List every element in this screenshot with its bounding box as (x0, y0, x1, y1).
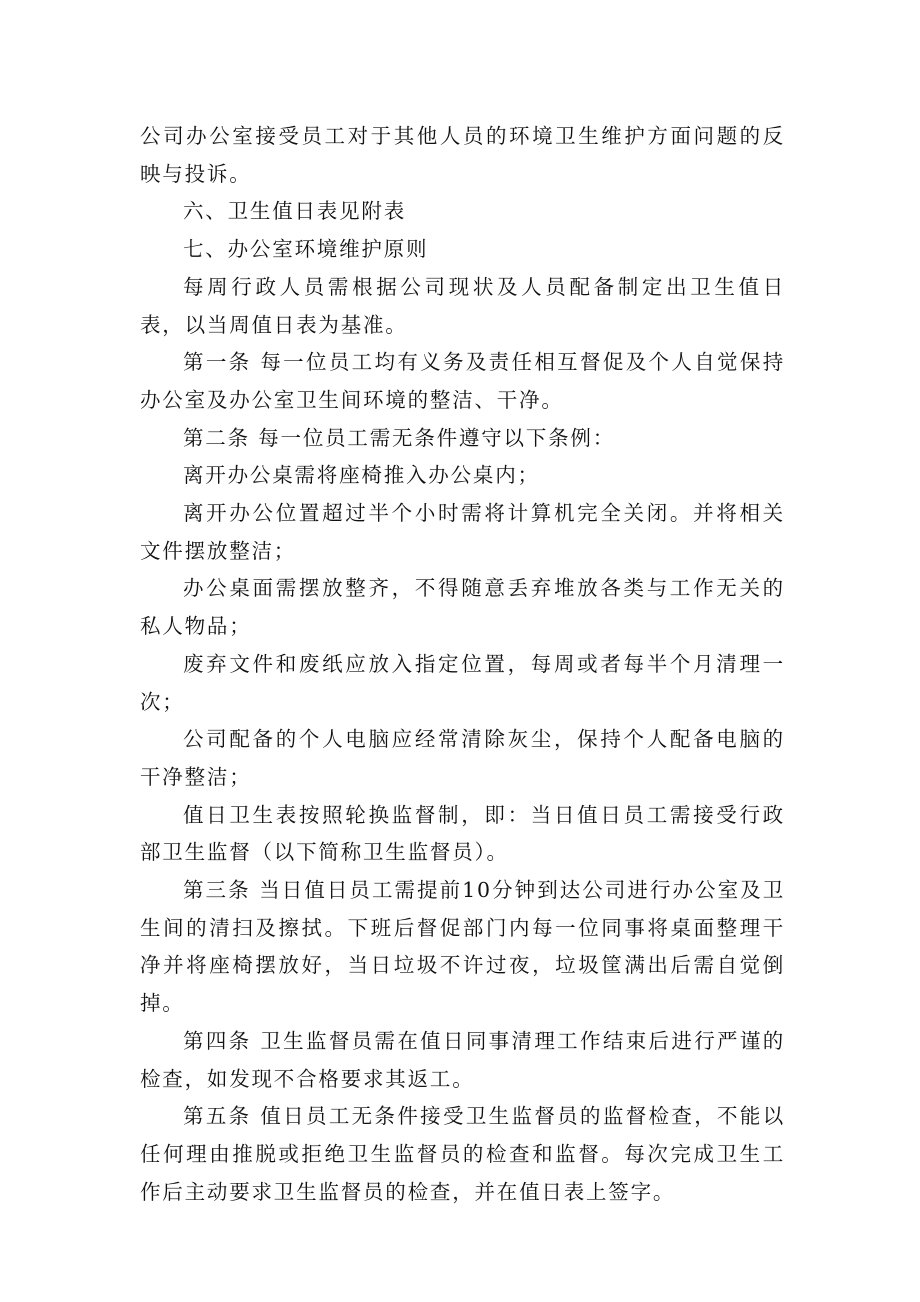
rule-clean-computer: 公司配备的个人电脑应经常清除灰尘，保持个人配备电脑的干净整洁； (140, 727, 785, 789)
rule-shutdown-computer: 离开办公位置超过半个小时需将计算机完全关闭。并将相关文件摆放整洁； (140, 501, 785, 563)
paragraph-weekly-schedule: 每周行政人员需根据公司现状及人员配备制定出卫生值日表，以当周值日表为基准。 (140, 274, 785, 337)
rule-rotation-supervision: 值日卫生表按照轮换监督制，即：当日值日员工需接受行政部卫生监督（以下简称卫生监督员）。 (140, 802, 785, 865)
article-1: 第一条 每一位员工均有义务及责任相互督促及个人自觉保持办公室及办公室卫生间环境的整洁、干净。 (140, 350, 785, 412)
document-body (140, 118, 785, 1211)
article-4: 第四条 卫生监督员需在值日同事清理工作结束后进行严谨的检查，如发现不合格要求其返工。 (140, 1028, 785, 1091)
rule-push-chair: 离开办公桌需将座椅推入办公桌内； (183, 463, 540, 488)
paragraph-complaints: 公司办公室接受员工对于其他人员的环境卫生维护方面问题的反映与投诉。 (140, 124, 785, 186)
article-2: 第二条 每一位员工需无条件遵守以下条例： (183, 425, 616, 450)
section-heading-maintenance-principles: 七、办公室环境维护原则 (183, 237, 429, 262)
article-5: 第五条 值日员工无条件接受卫生监督员的监督检查，不能以任何理由推脱或拒绝卫生监督员的检查和监督。每次完成卫生工作后主动要求卫生监督员的检查，并在值日表上签字。 (140, 1104, 785, 1204)
rule-tidy-desk: 办公桌面需摆放整齐，不得随意丢弃堆放各类与工作无关的私人物品； (140, 576, 785, 639)
section-heading-duty-table: 六、卫生值日表见附表 (183, 199, 406, 224)
article-3: 第三条 当日值日员工需提前10分钟到达公司进行办公室及卫生间的清扫及擦拭。下班后督促部门内每一位同事将桌面整理干净并将座椅摆放好，当日垃圾不许过夜，垃圾筐满出后需自觉倒掉。 (140, 878, 785, 1016)
rule-waste-paper: 废弃文件和废纸应放入指定位置，每周或者每半个月清理一次； (140, 651, 785, 714)
